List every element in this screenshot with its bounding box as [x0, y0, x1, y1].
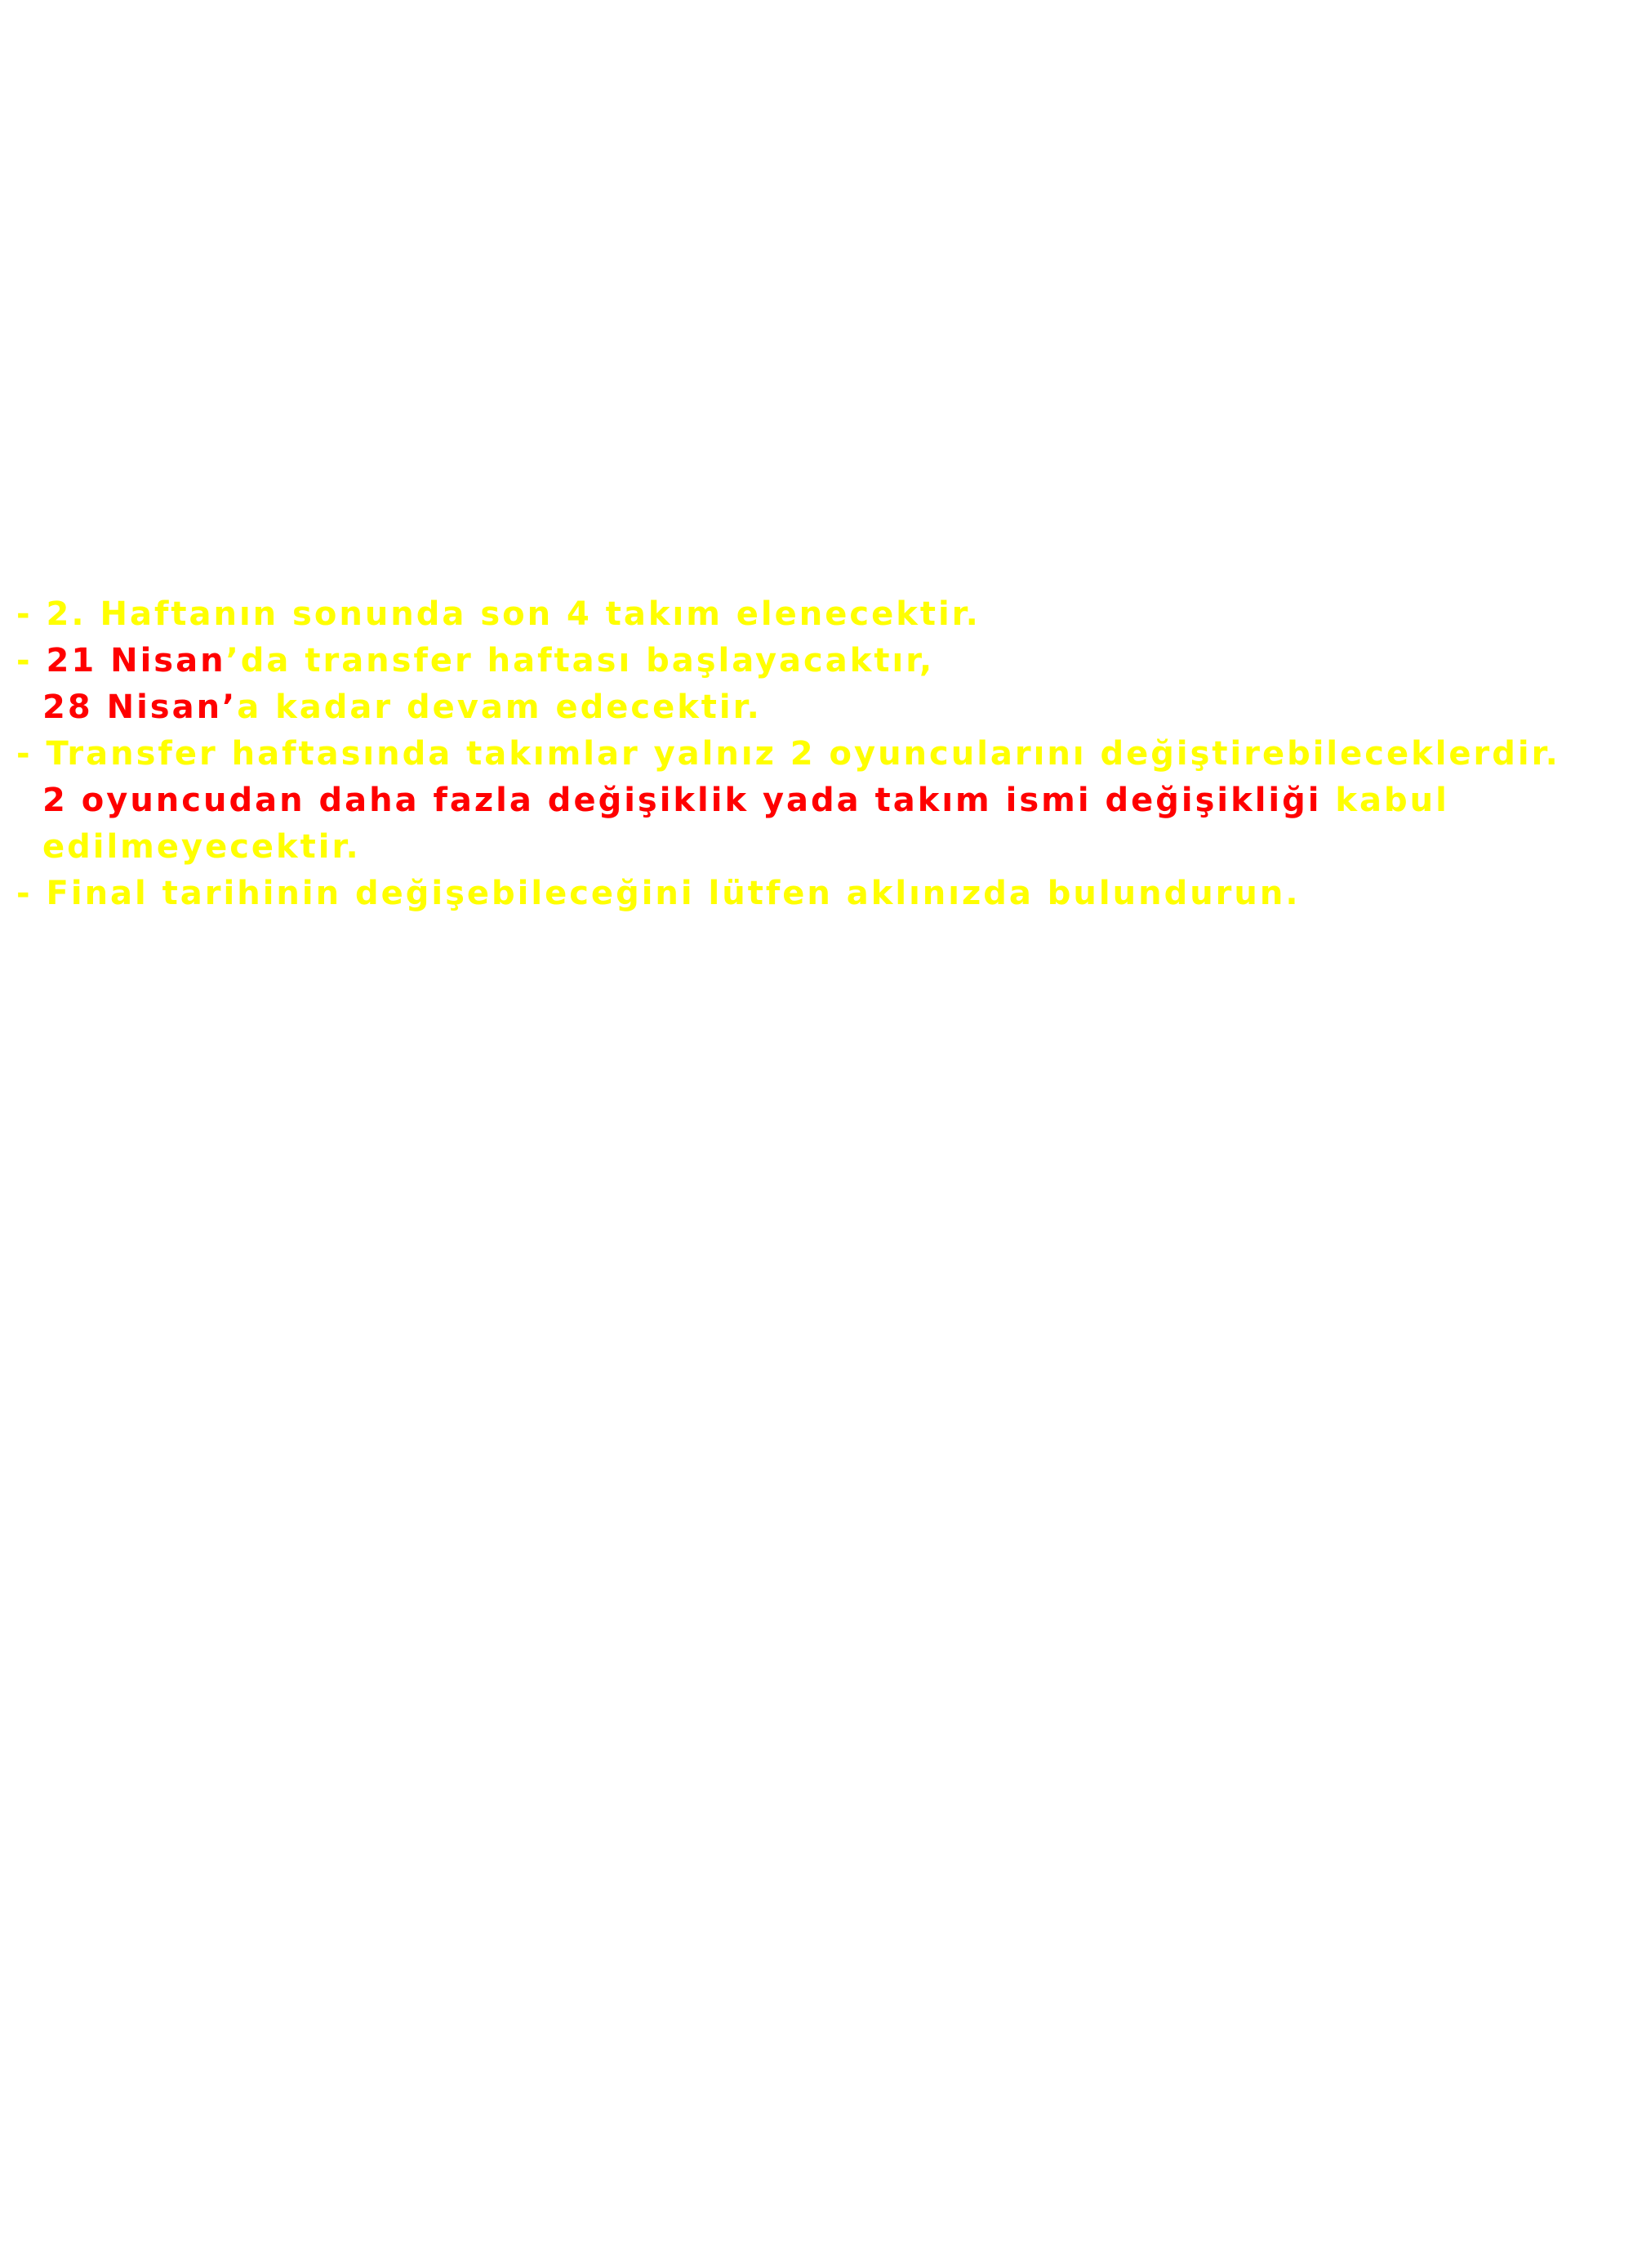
rule-elimination [16, 593, 981, 635]
rule-transfer-start [16, 639, 934, 682]
rule-transfer-end [16, 686, 762, 729]
rule-final-date-text: - Final tarihinin değişebileceğini lütfen aklınızda bulundurun. [16, 875, 1301, 912]
rule-transfer-start-dash: - [16, 642, 47, 680]
rule-change-warning-highlight: 2 oyuncudan daha fazla değişiklik yada takım ismi değişikliği [42, 782, 1322, 819]
rule-player-limit [16, 733, 1560, 775]
rule-transfer-start-text: ’da transfer haftası başlayacaktır, [225, 642, 935, 680]
rule-change-warning-continued-text: edilmeyecektir. [42, 828, 361, 866]
rule-change-warning [16, 779, 1449, 822]
rule-change-warning-continued [16, 826, 361, 868]
rule-change-warning-text: kabul [1321, 782, 1449, 819]
rule-final-date [16, 872, 1301, 915]
transfer-start-date: 21 Nisan [46, 642, 226, 680]
transfer-end-date: 28 Nisan’ [42, 688, 238, 726]
rule-player-limit-text: - Transfer haftasında takımlar yalnız 2 oyuncularını değiştirebileceklerdir. [16, 735, 1560, 773]
rule-elimination-text: - 2. Haftanın sonunda son 4 takım elenecektir. [16, 595, 981, 633]
rule-transfer-end-text: a kadar devam edecektir. [237, 688, 762, 726]
